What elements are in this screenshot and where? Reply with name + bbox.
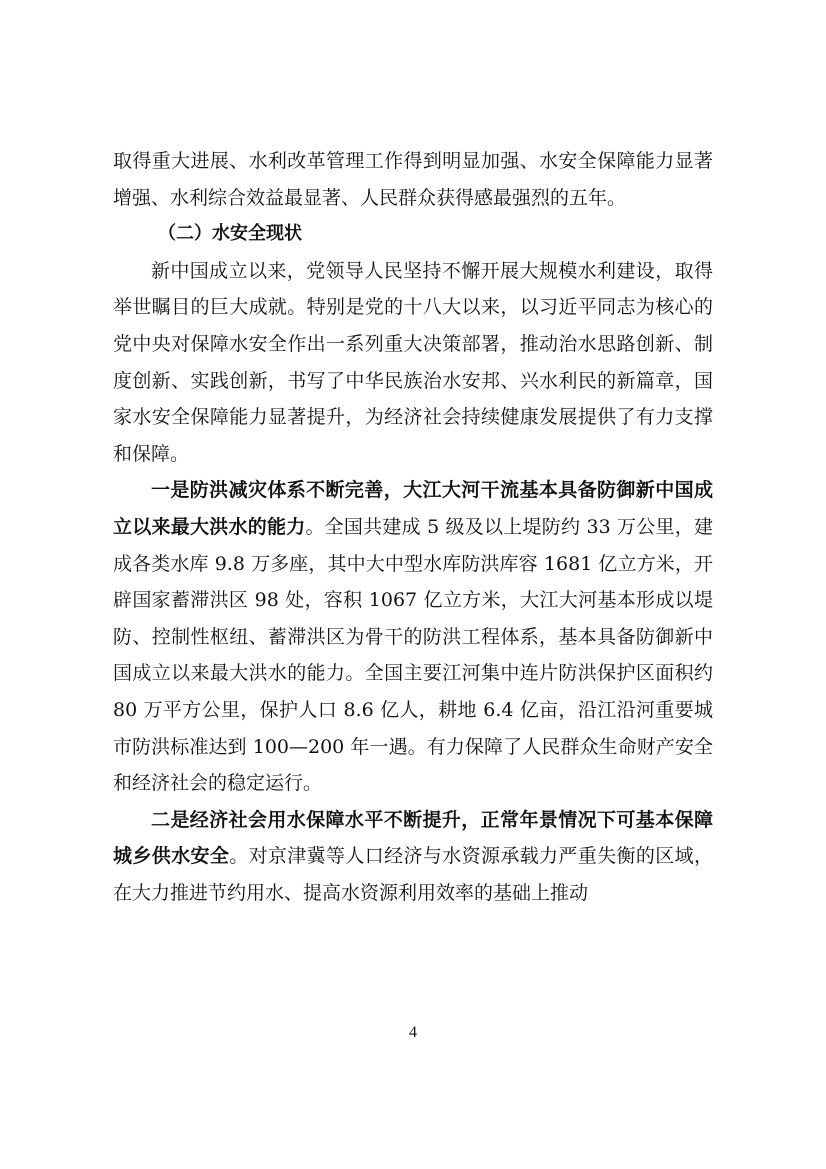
- paragraph-lead-bold: 一是防洪减灾体系不断完善，大江大河干流基本具备防御新中国成立以来最大洪水的能力: [113, 479, 713, 538]
- page-number: 4: [409, 1024, 417, 1041]
- paragraph-flood-control: [113, 472, 713, 801]
- paragraph-continuation: [113, 143, 713, 216]
- document-body: [113, 143, 713, 911]
- paragraph-text: 新中国成立以来，党领导人民坚持不懈开展大规模水利建设，取得举世瞩目的巨大成就。特别是党的十八大以来，以习近平同志为核心的党中央对保障水安全作出一系列重大决策部署，推动治水思路创新、制度创新、实践创新，书写了中华民族治水安邦、兴水利民的新篇章，国家水安全保障能力显著提升，为经济社会持续健康发展提供了有力支撑和保障。: [113, 259, 713, 465]
- paragraph-text: 。对京津冀等人口经济与水资源承载力严重失衡的区域，在大力推进节约用水、提高水资源利用效率的基础上推动: [113, 845, 713, 904]
- section-heading: [113, 216, 713, 253]
- paragraph-water-supply: [113, 802, 713, 912]
- paragraph-text: 。全国共建成 5 级及以上堤防约 33 万公里，建成各类水库 9.8 万多座，其中大中型水库防洪库容 1681 亿立方米，开辟国家蓄滞洪区 98 处，容积 1067 亿立方米，大江大河基本形成以堤防、控制性枢纽、蓄滞洪区为骨干的防洪工程体系，基本具备防御新中国成立以来最大洪水的能力。全国主要江河集中连片防洪保护区面积约 80 万平方公里，保护人口 8.6 亿人，耕地 6.4 亿亩，沿江沿河重要城市防洪标准达到 100—200 年一遇。有力保障了人民群众生命财产安全和经济社会的稳定运行。: [113, 515, 713, 795]
- paragraph-text: 取得重大进展、水利改革管理工作得到明显加强、水安全保障能力显著增强、水利综合效益最显著、人民群众获得感最强烈的五年。: [113, 150, 713, 209]
- paragraph-lead-bold: 二是经济社会用水保障水平不断提升，正常年景情况下可基本保障城乡供水安全: [113, 808, 713, 868]
- paragraph-water-security-status: [113, 253, 713, 473]
- section-heading-text: （二）水安全现状: [158, 223, 302, 245]
